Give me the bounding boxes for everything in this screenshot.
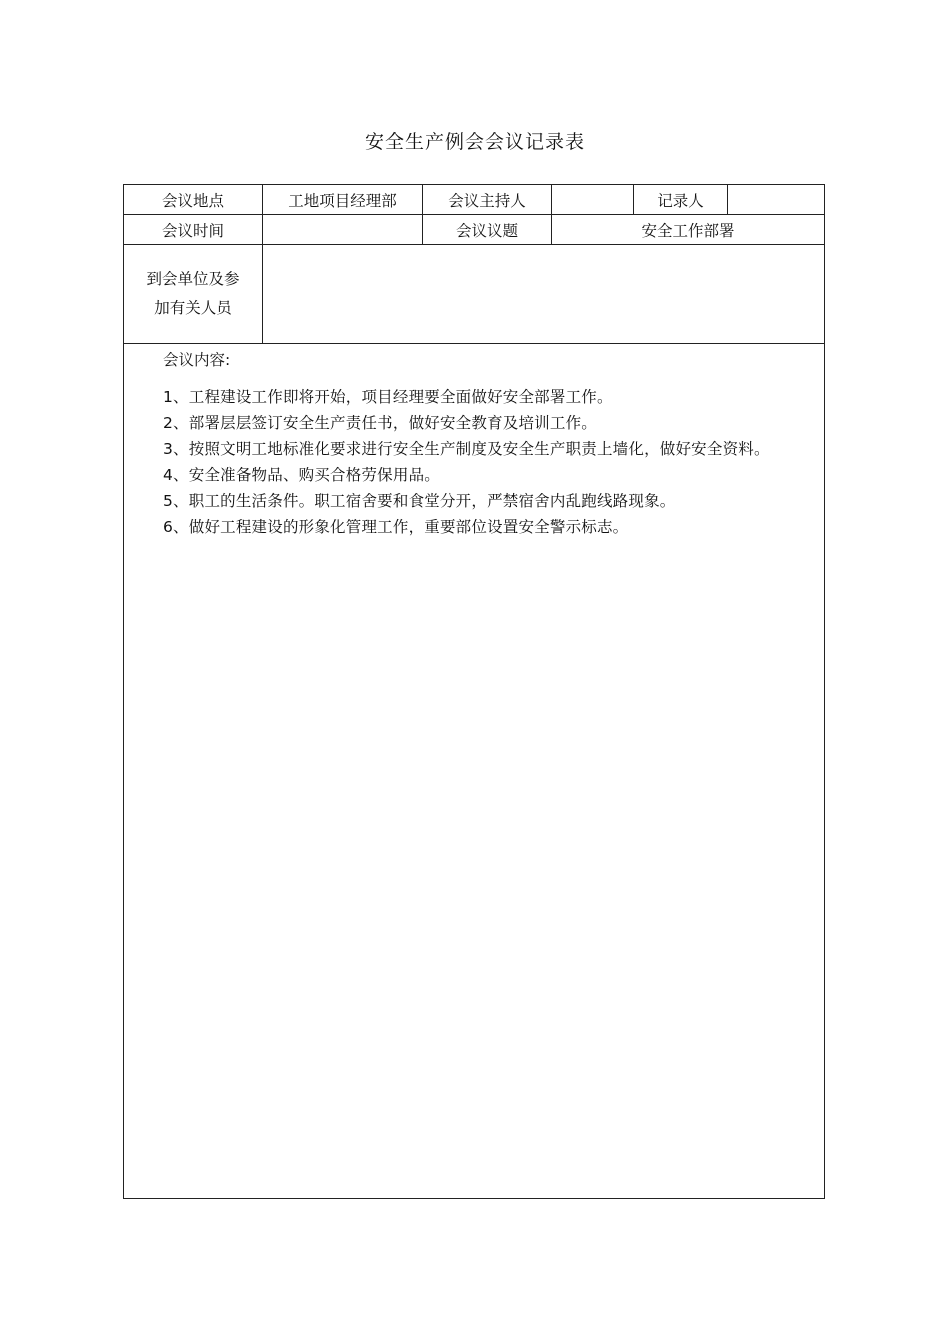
attendees-label: [124, 245, 263, 344]
list-item: 5、职工的生活条件。职工宿舍要和食堂分开，严禁宿舍内乱跑线路现象。: [163, 492, 676, 510]
meeting-content-cell: [124, 344, 825, 1199]
table-row: [124, 215, 825, 245]
table-row: [124, 344, 825, 1199]
table-row: [124, 245, 825, 344]
meeting-record-table: [123, 184, 825, 1199]
location-value: 工地项目经理部: [263, 185, 423, 215]
content-heading: 会议内容:: [163, 351, 231, 369]
attendees-label-line: 加有关人员: [154, 299, 232, 317]
page-title: 安全生产例会会议记录表: [364, 131, 585, 153]
list-item: 1、工程建设工作即将开始，项目经理要全面做好安全部署工作。: [163, 388, 613, 406]
host-label: 会议主持人: [423, 185, 552, 215]
attendees-label-line: 到会单位及参: [146, 270, 240, 288]
table-row: [124, 185, 825, 215]
recorder-label: 记录人: [634, 185, 728, 215]
list-item: 6、做好工程建设的形象化管理工作，重要部位设置安全警示标志。: [163, 518, 629, 536]
time-value: [263, 215, 423, 245]
topic-label: 会议议题: [423, 215, 552, 245]
content-list: [124, 384, 792, 540]
topic-value: 安全工作部署: [552, 215, 825, 245]
list-item: 4、安全准备物品、购买合格劳保用品。: [163, 466, 440, 484]
location-label: 会议地点: [124, 185, 263, 215]
recorder-value: [728, 185, 825, 215]
host-value: [552, 185, 634, 215]
time-label: 会议时间: [124, 215, 263, 245]
list-item: 2、部署层层签订安全生产责任书，做好安全教育及培训工作。: [163, 414, 597, 432]
attendees-value: [263, 245, 825, 344]
list-item: 3、按照文明工地标准化要求进行安全生产制度及安全生产职责上墙化，做好安全资料。: [163, 440, 770, 458]
